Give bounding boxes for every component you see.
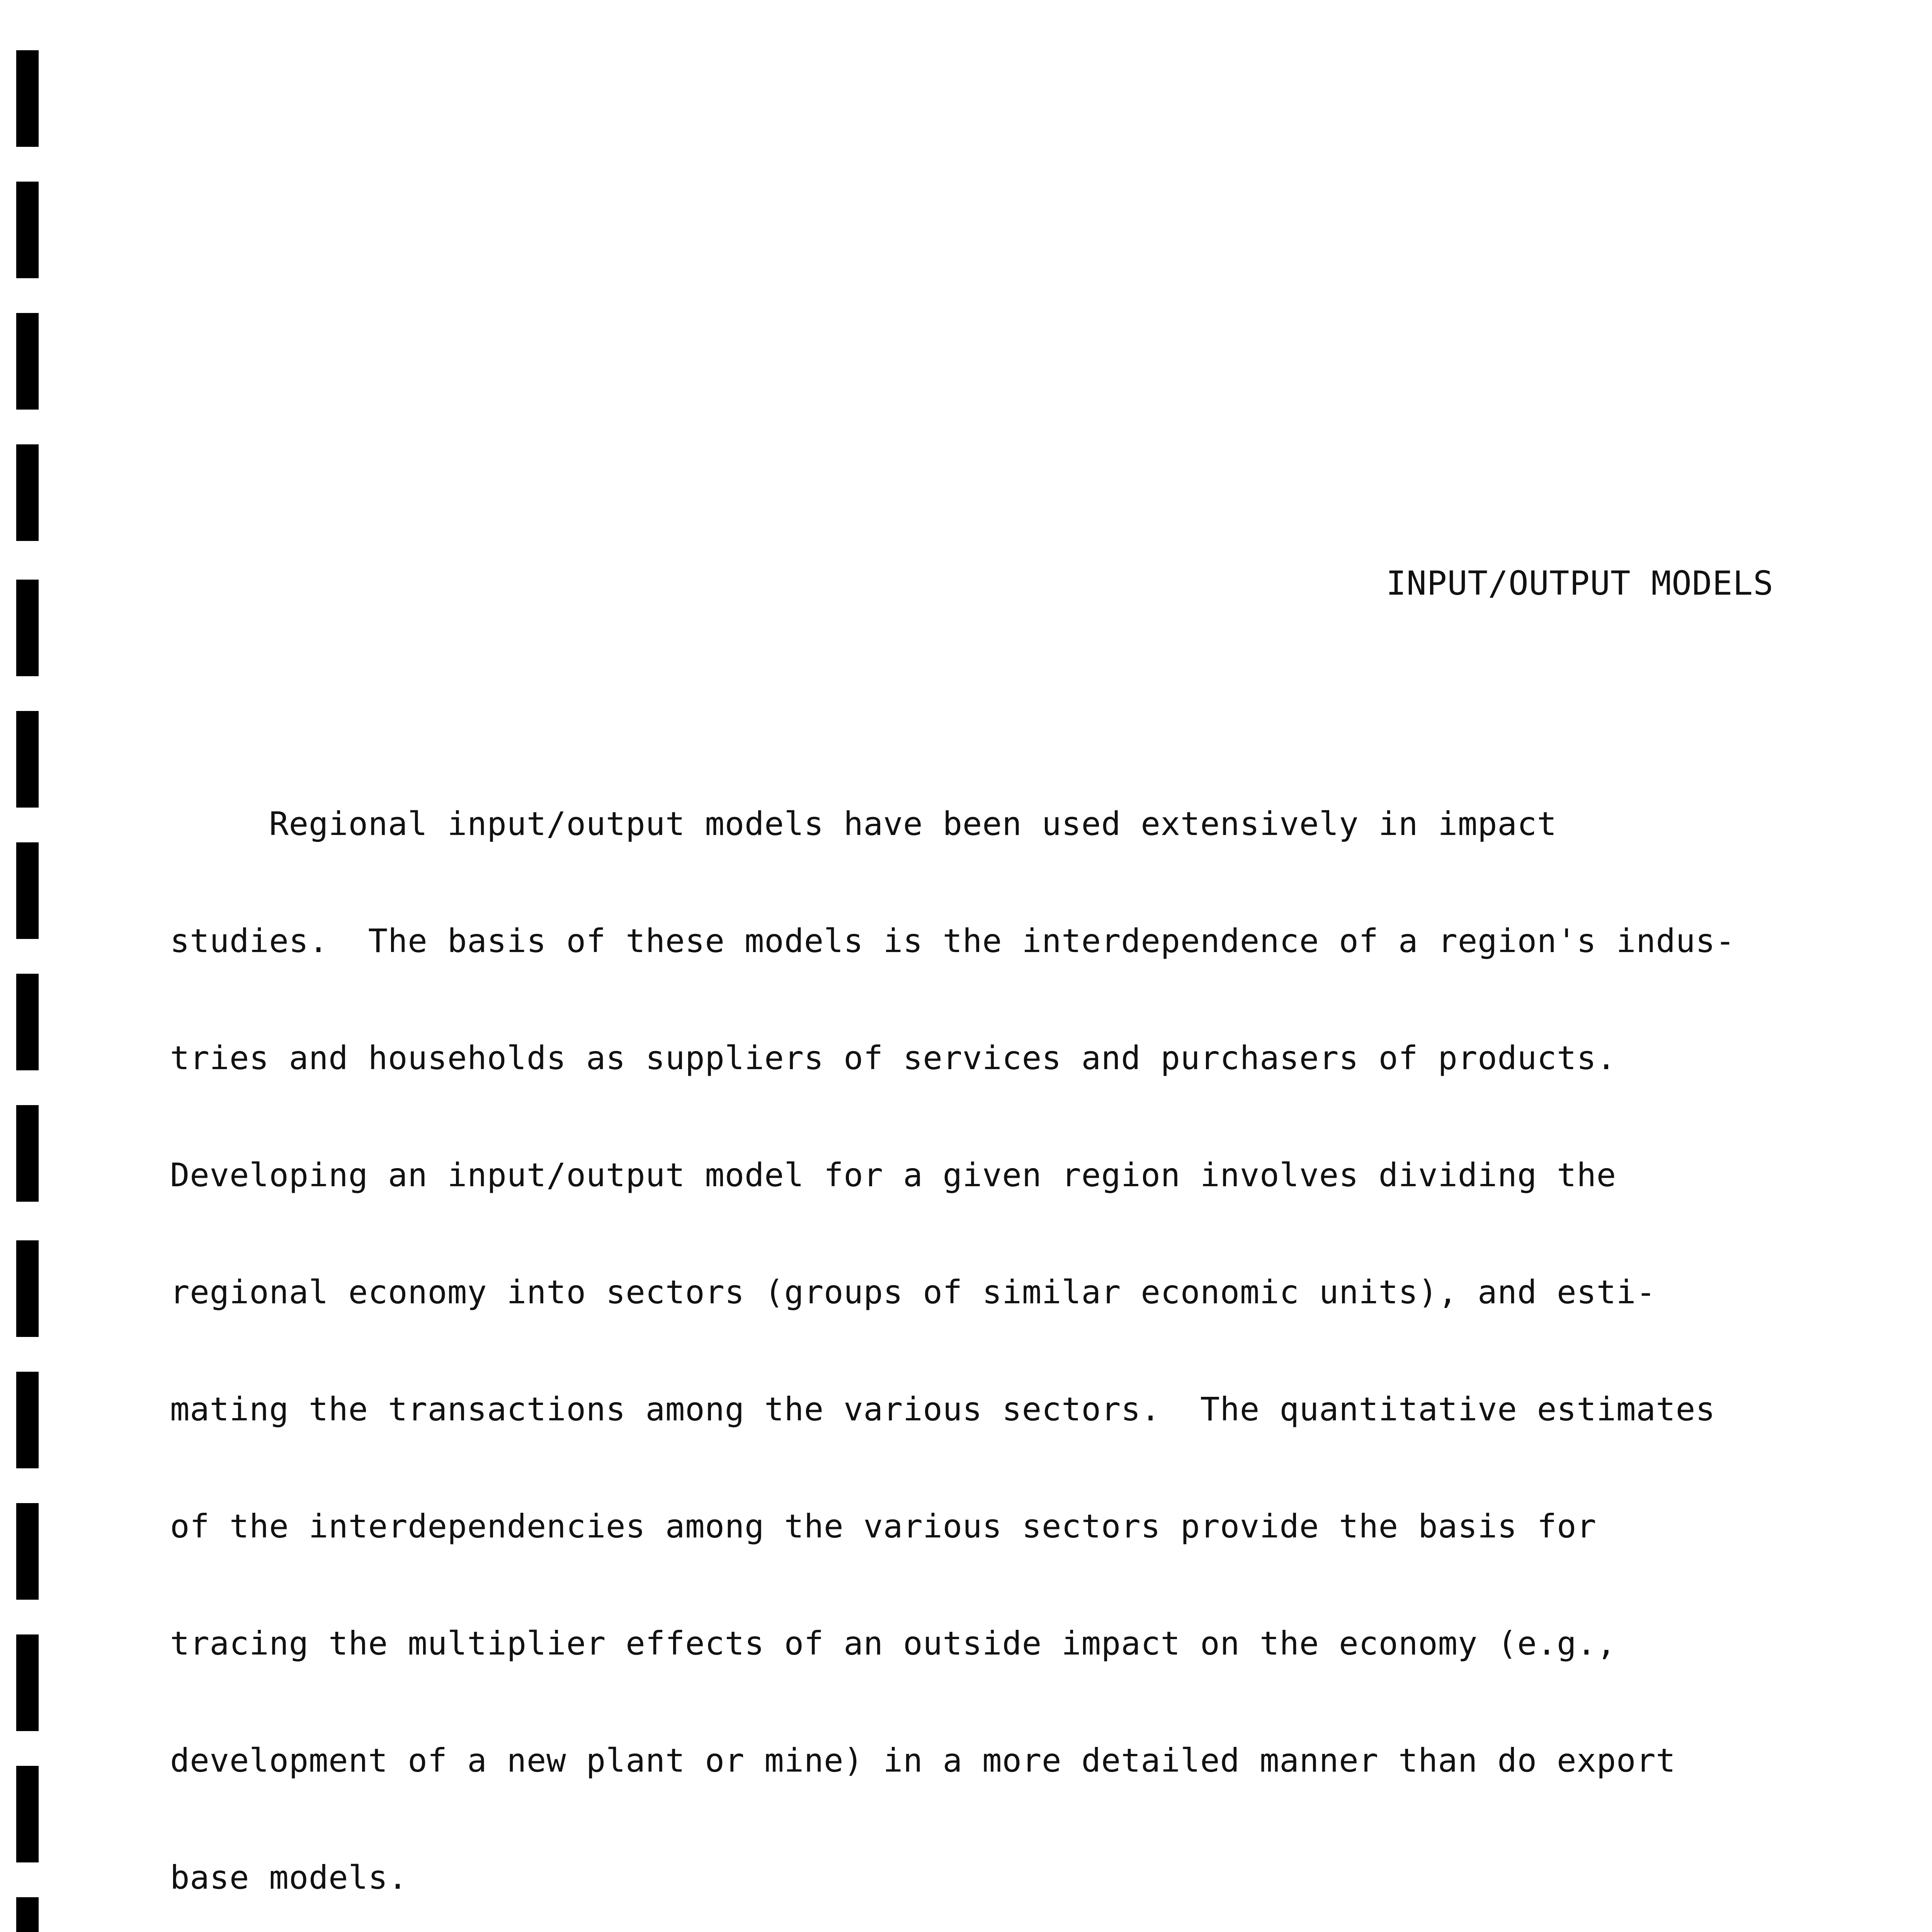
text-line: regional economy into sectors (groups of similar economic units), and esti- <box>170 1273 1656 1311</box>
text-line: mating the transactions among the various sectors. The quantitative estimates <box>170 1390 1716 1428</box>
text-line: tries and households as suppliers of services and purchasers of products. <box>170 1039 1616 1077</box>
punch-hole <box>16 444 39 541</box>
punch-hole <box>16 1372 39 1468</box>
body-text <box>170 726 1735 1932</box>
punch-hole <box>16 580 39 676</box>
text-line: Regional input/output models have been used extensively in impact <box>170 805 1557 843</box>
punch-hole <box>16 313 39 410</box>
paragraph-regional-io-models <box>170 726 1735 1932</box>
text-line: Developing an input/output model for a given region involves dividing the <box>170 1156 1616 1194</box>
section-title: INPUT/OUTPUT MODELS <box>1386 564 1774 603</box>
punch-hole <box>16 974 39 1070</box>
text-line: development of a new plant or mine) in a more detailed manner than do export <box>170 1742 1676 1779</box>
punch-hole <box>16 50 39 147</box>
punch-hole <box>16 1240 39 1337</box>
punch-hole <box>16 1105 39 1202</box>
text-line: of the interdependencies among the various sectors provide the basis for <box>170 1507 1597 1545</box>
text-line: base models. <box>170 1859 408 1896</box>
punch-hole <box>16 1766 39 1862</box>
binding-punch-holes <box>0 0 62 1932</box>
punch-hole <box>16 711 39 808</box>
text-line: tracing the multiplier effects of an outside impact on the economy (e.g., <box>170 1624 1616 1662</box>
punch-hole <box>16 1503 39 1600</box>
text-line: studies. The basis of these models is the interdependence of a region's indus- <box>170 922 1735 960</box>
punch-hole <box>16 1897 39 1932</box>
punch-hole <box>16 182 39 278</box>
punch-hole <box>16 1634 39 1731</box>
punch-hole <box>16 842 39 939</box>
